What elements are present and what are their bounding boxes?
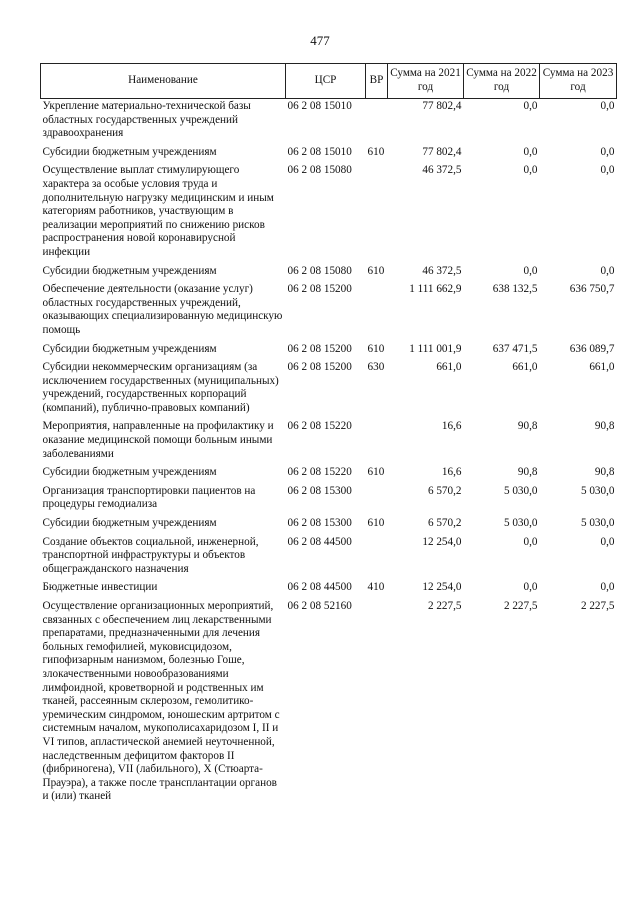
cell-sum-2021: 1 111 001,9 <box>409 342 462 355</box>
header-vr: ВР <box>366 64 388 99</box>
header-name: Наименование <box>41 64 286 99</box>
cell-sum-2022: 5 030,0 <box>503 517 538 530</box>
cell-csr: 06 2 08 44500 <box>287 535 352 548</box>
cell-csr: 06 2 08 44500 <box>287 581 352 594</box>
cell-sum-2023: 0,0 <box>600 164 615 177</box>
cell-name: Бюджетные инвестиции <box>42 581 158 594</box>
cell-sum-2023: 90,8 <box>594 466 615 479</box>
cell-sum-2023: 661,0 <box>589 361 615 374</box>
cell-sum-2021: 1 111 662,9 <box>409 283 462 296</box>
cell-vr: 610 <box>367 517 385 530</box>
cell-sum-2021: 46 372,5 <box>422 164 462 177</box>
table-header <box>41 64 617 99</box>
cell-sum-2023: 0,0 <box>600 264 615 277</box>
cell-vr <box>366 484 388 516</box>
cell-csr: 06 2 08 15300 <box>287 484 352 497</box>
cell-sum-2023: 0,0 <box>600 145 615 158</box>
cell-sum-2021: 77 802,4 <box>422 145 462 158</box>
cell-sum-2022: 2 227,5 <box>503 600 538 612</box>
header-sum-2022: Сумма на 2022 год <box>464 64 540 99</box>
header-sum-2023: Сумма на 2023 год <box>540 64 617 99</box>
table-row <box>41 484 617 516</box>
cell-csr: 06 2 08 15220 <box>287 466 352 479</box>
cell-name: Субсидии бюджетным учреждениям <box>42 342 217 355</box>
cell-sum-2021: 661,0 <box>436 361 462 374</box>
cell-name: Укрепление материально-технической базы областных государственных учреждений здравоохранения <box>42 100 251 140</box>
cell-csr: 06 2 08 15010 <box>287 100 352 112</box>
cell-sum-2022: 90,8 <box>517 420 538 433</box>
table-row <box>41 282 617 341</box>
table-row <box>41 599 617 808</box>
table-row <box>41 342 617 361</box>
table-row <box>41 580 617 599</box>
cell-name: Субсидии бюджетным учреждениям <box>42 264 217 277</box>
cell-sum-2021: 2 227,5 <box>427 600 462 612</box>
table-row <box>41 419 617 465</box>
table-row <box>41 516 617 535</box>
cell-vr <box>366 419 388 465</box>
cell-sum-2022: 661,0 <box>512 361 538 374</box>
cell-vr <box>366 282 388 341</box>
cell-sum-2022: 637 471,5 <box>492 342 538 355</box>
cell-name: Мероприятия, направленные на профилактику и оказание медицинской помощи больным иными заболеваниями <box>42 420 274 460</box>
cell-vr <box>366 535 388 581</box>
cell-sum-2023: 2 227,5 <box>580 600 615 612</box>
cell-sum-2022: 0,0 <box>523 581 538 594</box>
cell-vr: 610 <box>367 466 385 479</box>
cell-name: Обеспечение деятельности (оказание услуг) областных государственных учреждений, оказывающих специализированную медицинскую помощь <box>42 283 283 336</box>
cell-csr: 06 2 08 15200 <box>287 283 352 296</box>
cell-vr <box>366 599 388 808</box>
cell-vr <box>366 163 388 263</box>
header-csr: ЦСР <box>286 64 366 99</box>
table-row <box>41 360 617 419</box>
cell-csr: 06 2 08 15080 <box>287 164 352 177</box>
cell-sum-2021: 16,6 <box>441 466 462 479</box>
cell-name: Осуществление организационных мероприятий, связанных с обеспечением лиц лекарственными препаратами, предназначенными для лечения больных гемофилией, муковисцидозом, гипофизарным нанизмом, болезнью Гоше, злокачественными новообразованиями лимфоидной, кроветворной и родственных им тканей, рассеянным склерозом, гемолитико-уремическим синдромом, юношеским артритом с системным началом, мукополисахаридозом I, II и VI типов, апластической анемией неуточненной, наследственным дефицитом факторов II (фибриногена), VII (лабильного), X (Стюарта-Прауэра), а также после трансплантации органов и (или) тканей <box>42 600 280 803</box>
cell-sum-2021: 6 570,2 <box>427 517 462 530</box>
cell-sum-2022: 0,0 <box>523 264 538 277</box>
cell-sum-2022: 638 132,5 <box>492 283 538 296</box>
cell-vr: 410 <box>367 581 385 594</box>
cell-csr: 06 2 08 52160 <box>287 600 352 612</box>
cell-sum-2023: 0,0 <box>600 100 615 112</box>
cell-sum-2022: 0,0 <box>523 535 538 548</box>
cell-sum-2022: 90,8 <box>517 466 538 479</box>
cell-vr: 630 <box>367 361 385 374</box>
page-number: 477 <box>310 33 330 48</box>
cell-name: Организация транспортировки пациентов на процедуры гемодиализа <box>42 484 256 511</box>
cell-sum-2023: 5 030,0 <box>580 517 615 530</box>
table-row <box>41 145 617 164</box>
table-row <box>41 264 617 283</box>
cell-sum-2022: 0,0 <box>523 164 538 177</box>
cell-sum-2023: 0,0 <box>600 581 615 594</box>
header-sum-2021: Сумма на 2021 год <box>388 64 464 99</box>
cell-sum-2023: 0,0 <box>600 535 615 548</box>
cell-sum-2021: 12 254,0 <box>422 581 462 594</box>
cell-sum-2023: 90,8 <box>594 420 615 433</box>
cell-sum-2023: 636 750,7 <box>569 283 615 296</box>
cell-name: Субсидии бюджетным учреждениям <box>42 145 217 158</box>
cell-sum-2022: 5 030,0 <box>503 484 538 497</box>
cell-csr: 06 2 08 15200 <box>287 361 352 374</box>
cell-sum-2021: 46 372,5 <box>422 264 462 277</box>
cell-csr: 06 2 08 15080 <box>287 264 352 277</box>
cell-sum-2021: 12 254,0 <box>422 535 462 548</box>
cell-csr: 06 2 08 15300 <box>287 517 352 530</box>
cell-sum-2023: 636 089,7 <box>569 342 615 355</box>
budget-table <box>40 63 617 808</box>
cell-sum-2022: 0,0 <box>523 145 538 158</box>
cell-name: Субсидии бюджетным учреждениям <box>42 466 217 479</box>
cell-sum-2021: 6 570,2 <box>427 484 462 497</box>
cell-sum-2021: 16,6 <box>441 420 462 433</box>
table-row <box>41 465 617 484</box>
cell-vr: 610 <box>367 264 385 277</box>
cell-csr: 06 2 08 15200 <box>287 342 352 355</box>
table-row <box>41 163 617 263</box>
cell-name: Создание объектов социальной, инженерной, транспортной инфраструктуры и объектов общегражданского назначения <box>42 535 259 575</box>
cell-csr: 06 2 08 15220 <box>287 420 352 433</box>
cell-csr: 06 2 08 15010 <box>287 145 352 158</box>
cell-name: Субсидии бюджетным учреждениям <box>42 517 217 530</box>
cell-sum-2022: 0,0 <box>523 100 538 112</box>
cell-vr <box>366 99 388 145</box>
table-row <box>41 535 617 581</box>
cell-sum-2021: 77 802,4 <box>422 100 462 112</box>
cell-vr: 610 <box>367 342 385 355</box>
cell-name: Субсидии некоммерческим организациям (за исключением государственных (муниципальных) учреждений, государственных корпораций (компаний), публично-правовых компаний) <box>42 361 279 414</box>
cell-name: Осуществление выплат стимулирующего характера за особые условия труда и дополнительную нагрузку медицинским и иным категориям работников, участвующим в реализации мероприятий по снижению рисков распространения новой коронавирусной инфекции <box>42 164 274 258</box>
cell-sum-2023: 5 030,0 <box>580 484 615 497</box>
table-row <box>41 99 617 145</box>
cell-vr: 610 <box>367 145 385 158</box>
table-body <box>41 99 617 808</box>
